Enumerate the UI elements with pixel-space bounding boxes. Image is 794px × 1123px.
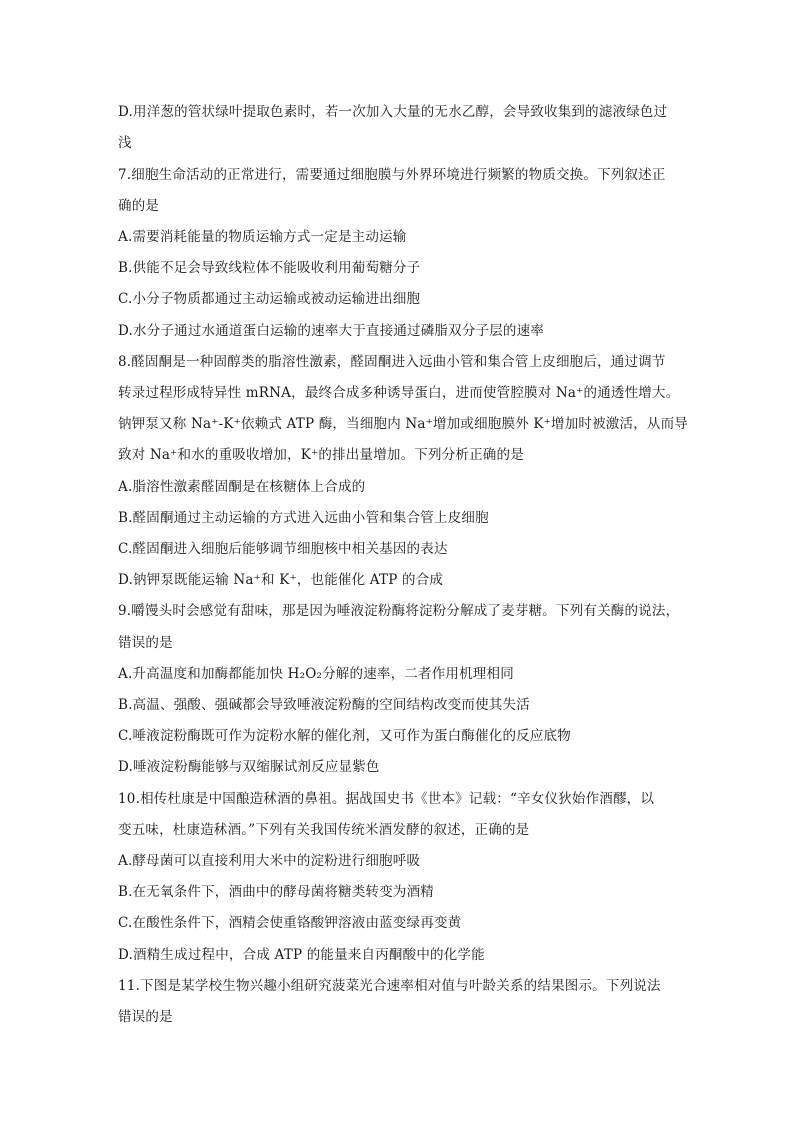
option-d-q6-line1: D.用洋葱的管状绿叶提取色素时，若一次加入大量的无水乙醇，会导致收集到的滤液绿色过 [118, 104, 668, 120]
option-d-q9: D.唾液淀粉酶能够与双缩脲试剂反应显紫色 [118, 759, 380, 775]
question-8-stem-line3: 钠钾泵又称 Na⁺-K⁺依赖式 ATP 酶，当细胞内 Na⁺增加或细胞膜外 K⁺增加时被激活，从而导 [118, 416, 689, 432]
question-11-stem-line2: 错误的是 [118, 1009, 173, 1025]
question-8-stem-line1: 8.醛固酮是一种固醇类的脂溶性激素，醛固酮进入远曲小管和集合管上皮细胞后，通过调节 [118, 354, 666, 370]
question-9-stem-line2: 错误的是 [118, 635, 173, 651]
option-a-q9: A.升高温度和加酶都能加快 H₂O₂分解的速率，二者作用机理相同 [118, 666, 514, 682]
option-c-q9: C.唾液淀粉酶既可作为淀粉水解的催化剂，又可作为蛋白酶催化的反应底物 [118, 728, 571, 744]
option-d-q7: D.水分子通过水通道蛋白运输的速率大于直接通过磷脂双分子层的速率 [118, 323, 545, 339]
option-a-q7: A.需要消耗能量的物质运输方式一定是主动运输 [118, 229, 407, 245]
question-11-stem-line1: 11.下图是某学校生物兴趣小组研究菠菜光合速率相对值与叶龄关系的结果图示。下列说法 [118, 978, 661, 994]
option-c-q7: C.小分子物质都通过主动运输或被动运输进出细胞 [118, 291, 421, 307]
option-d-q8: D.钠钾泵既能运输 Na⁺和 K⁺，也能催化 ATP 的合成 [118, 572, 444, 588]
option-a-q8: A.脂溶性激素醛固酮是在核糖体上合成的 [118, 479, 366, 495]
question-8-stem-line4: 致对 Na⁺和水的重吸收增加，K⁺的排出量增加。下列分析正确的是 [118, 447, 524, 463]
option-d-q6-line2: 浅 [118, 135, 132, 151]
option-b-q10: B.在无氧条件下，酒曲中的酵母菌将糖类转变为酒精 [118, 884, 435, 900]
question-7-stem-line2: 确的是 [118, 198, 160, 214]
option-c-q10: C.在酸性条件下，酒精会使重铬酸钾溶液由蓝变绿再变黄 [118, 915, 462, 931]
question-9-stem-line1: 9.嚼馒头时会感觉有甜味，那是因为唾液淀粉酶将淀粉分解成了麦芽糖。下列有关酶的说法， [118, 603, 680, 619]
option-b-q9: B.高温、强酸、强碱都会导致唾液淀粉酶的空间结构改变而使其失活 [118, 697, 530, 713]
question-10-stem-line1: 10.相传杜康是中国酿造秫酒的鼻祖。据战国史书《世本》记载：“辛女仪狄始作酒醪，以 [118, 791, 655, 807]
question-10-stem-line2: 变五味，杜康造秫酒。”下列有关我国传统米酒发酵的叙述，正确的是 [118, 822, 530, 838]
question-7-stem-line1: 7.细胞生命活动的正常进行，需要通过细胞膜与外界环境进行频繁的物质交换。下列叙述正 [118, 167, 666, 183]
question-8-stem-line2: 转录过程形成特异性 mRNA，最终合成多种诱导蛋白，进而使管腔膜对 Na⁺的通透性增大。 [118, 385, 680, 401]
option-a-q10: A.酵母菌可以直接利用大米中的淀粉进行细胞呼吸 [118, 853, 421, 869]
option-d-q10: D.酒精生成过程中，合成 ATP 的能量来自丙酮酸中的化学能 [118, 947, 485, 963]
option-c-q8: C.醛固酮进入细胞后能够调节细胞核中相关基因的表达 [118, 541, 448, 557]
option-b-q7: B.供能不足会导致线粒体不能吸收利用葡萄糖分子 [118, 260, 421, 276]
option-b-q8: B.醛固酮通过主动运输的方式进入远曲小管和集合管上皮细胞 [118, 510, 489, 526]
